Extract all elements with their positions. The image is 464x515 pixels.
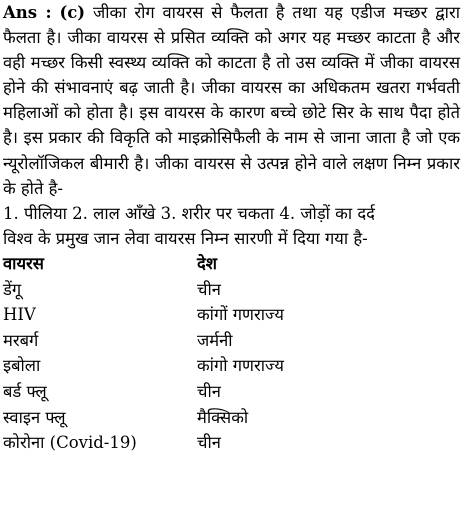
virus-name: कोरोना (Covid-19) (3, 433, 137, 453)
virus-name: HIV (3, 305, 36, 325)
virus-country: मैक्सिको (197, 407, 249, 427)
symptoms-list: 1. पीलिया 2. लाल आँखे 3. शरीर पर चकता 4. जोड़ों का दर्द (3, 203, 375, 223)
virus-country: कांगो गणराज्य (197, 356, 285, 376)
answer-option: (c) (59, 3, 86, 22)
virus-country: कांगों गणराज्य (197, 305, 285, 325)
table-row (3, 405, 284, 431)
virus-name: डेंगू (3, 279, 22, 299)
table-row (3, 353, 284, 379)
header-country: देश (197, 253, 217, 273)
answer-text: जीका रोग वायरस से फैलता है तथा यह एडीज मच्छर द्वारा फैलता है। जीका वायरस से प्रसित व्यक्ति को अगर यह मच्छर काटता है और वही मच्छर किसी स्वस्थ्य व्यक्ति को काटता है तो उस व्यक्ति में जीका वायरस होने की संभावनाएं बढ़ जाती है। जीका वायरस का अधिकतम खतरा गर्भवती महिलाओं को होता है। इस वायरस के कारण बच्चे छोटे सिर के साथ पैदा होते है। इस प्रकार की विकृति को माइक्रोसिफैली के नाम से जाना जाता है जो एक न्यूरोलॉजिकल बीमारी है। जीका वायरस से उत्पन्न होने वाले लक्षण निम्न प्रकार के होते है- (3, 3, 460, 198)
table-header-row (3, 251, 284, 277)
virus-country: चीन (197, 279, 221, 299)
table-row (3, 277, 284, 303)
table-row (3, 379, 284, 405)
virus-country: चीन (197, 433, 221, 453)
virus-name: बर्ड फ्लू (3, 381, 47, 401)
virus-country: जर्मनी (197, 330, 233, 350)
virus-table (3, 251, 284, 456)
virus-name: इबोला (3, 356, 41, 376)
table-row (3, 328, 284, 354)
virus-name: मरबर्ग (3, 330, 39, 350)
table-row (3, 302, 284, 328)
answer-paragraph (3, 0, 460, 201)
table-row (3, 430, 284, 456)
table-intro: विश्व के प्रमुख जान लेवा वायरस निम्न सारणी में दिया गया है- (3, 228, 368, 248)
header-virus: वायरस (3, 253, 44, 273)
answer-label: Ans : (3, 3, 52, 22)
virus-country: चीन (197, 381, 221, 401)
virus-name: स्वाइन फ्लू (3, 407, 66, 427)
